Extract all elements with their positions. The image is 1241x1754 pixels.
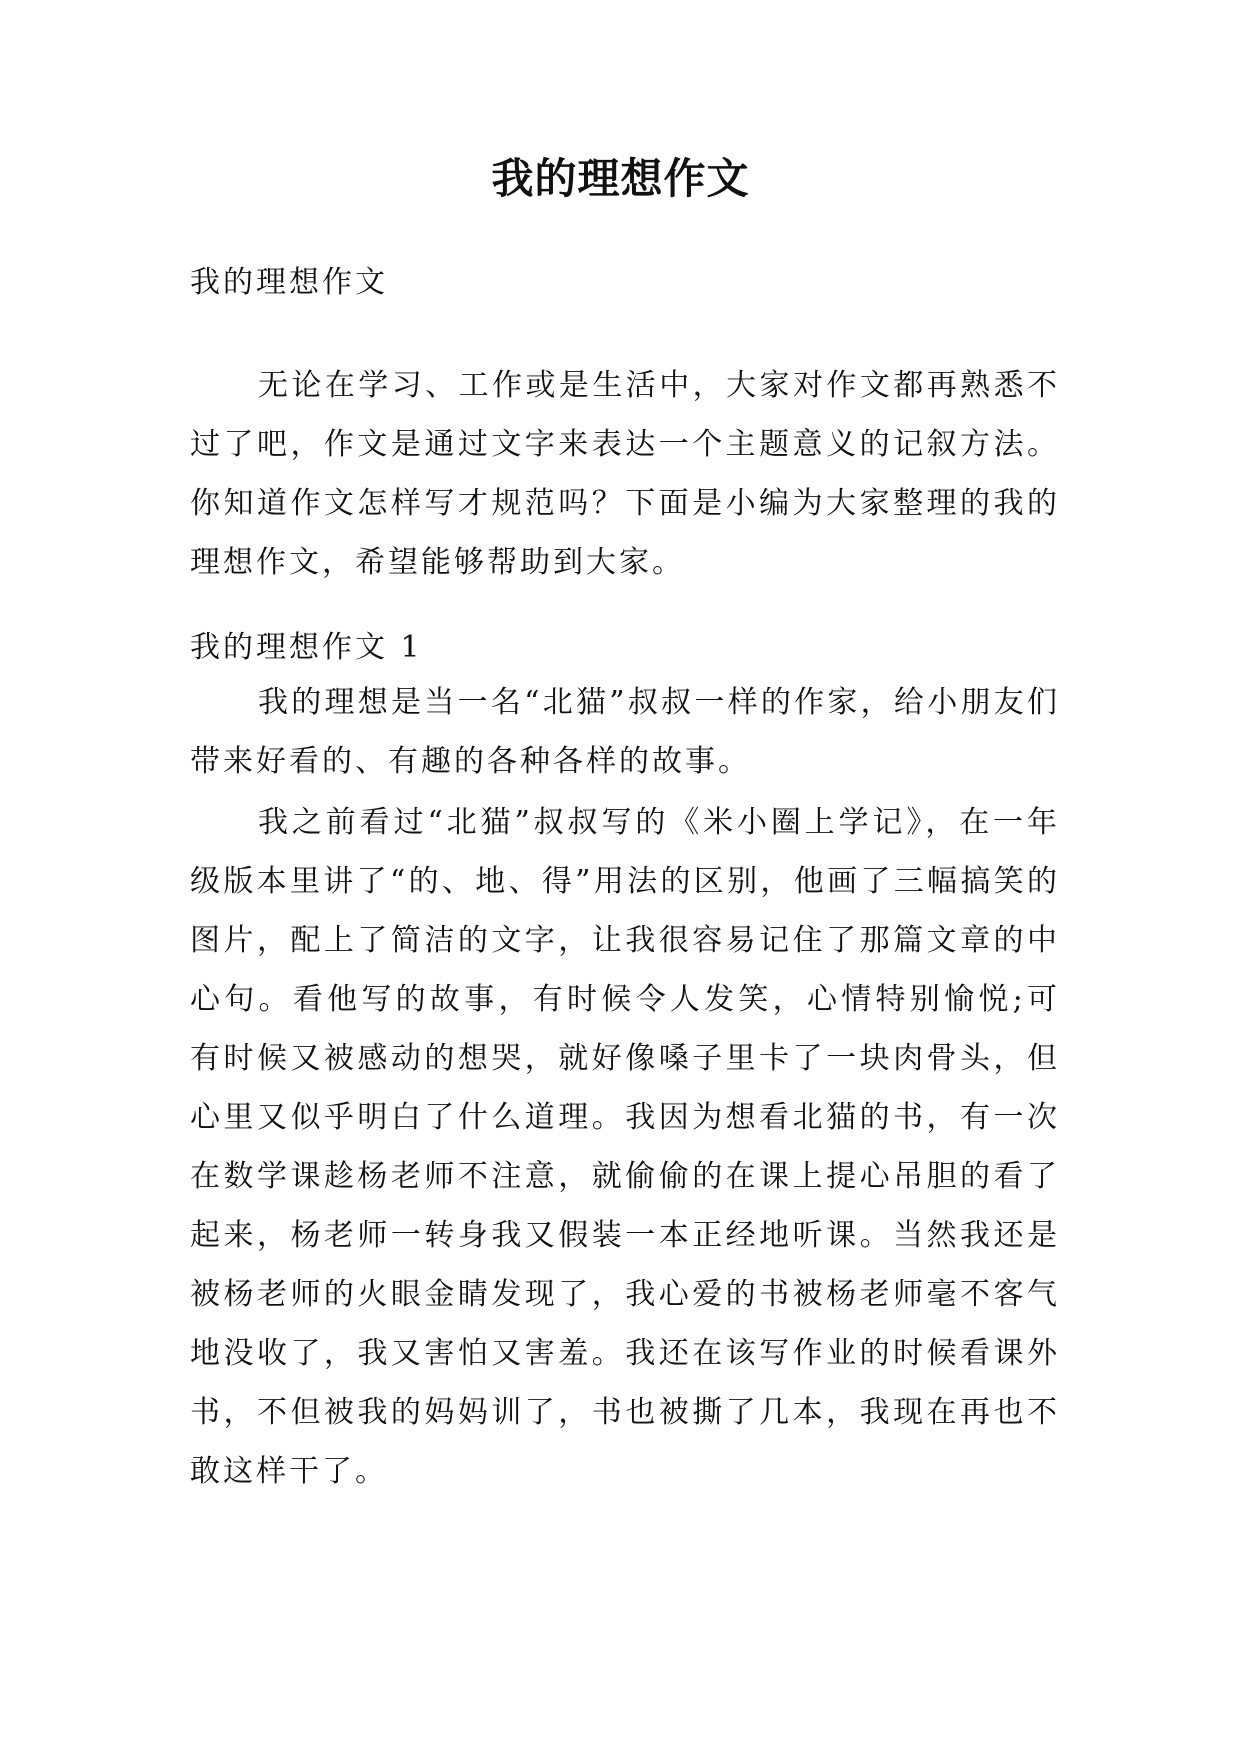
- document-subtitle: 我的理想作文: [190, 265, 388, 300]
- document-title: 我的理想作文: [491, 154, 750, 203]
- section1-paragraph-1: 我的理想是当一名“北猫”叔叔一样的作家，给小朋友们带来好看的、有趣的各种各样的故事。: [190, 685, 1060, 779]
- section-heading-1: 我的理想作文 1: [190, 630, 423, 665]
- intro-paragraph: 无论在学习、工作或是生活中，大家对作文都再熟悉不过了吧，作文是通过文字来表达一个主题意义的记叙方法。你知道作文怎样写才规范吗？下面是小编为大家整理的我的理想作文，希望能够帮助到大家。: [190, 368, 1060, 580]
- section1-paragraph-2: 我之前看过“北猫”叔叔写的《米小圈上学记》，在一年级版本里讲了“的、地、得”用法的区别，他画了三幅搞笑的图片，配上了简洁的文字，让我很容易记住了那篇文章的中心句。看他写的故事，有时候令人发笑，心情特别愉悦;可有时候又被感动的想哭，就好像嗓子里卡了一块肉骨头，但心里又似乎明白了什么道理。我因为想看北猫的书，有一次在数学课趁杨老师不注意，就偷偷的在课上提心吊胆的看了起来，杨老师一转身我又假装一本正经地听课。当然我还是被杨老师的火眼金睛发现了，我心爱的书被杨老师毫不客气地没收了，我又害怕又害羞。我还在该写作业的时候看课外书，不但被我的妈妈训了，书也被撕了几本，我现在再也不敢这样干了。: [190, 805, 1060, 1489]
